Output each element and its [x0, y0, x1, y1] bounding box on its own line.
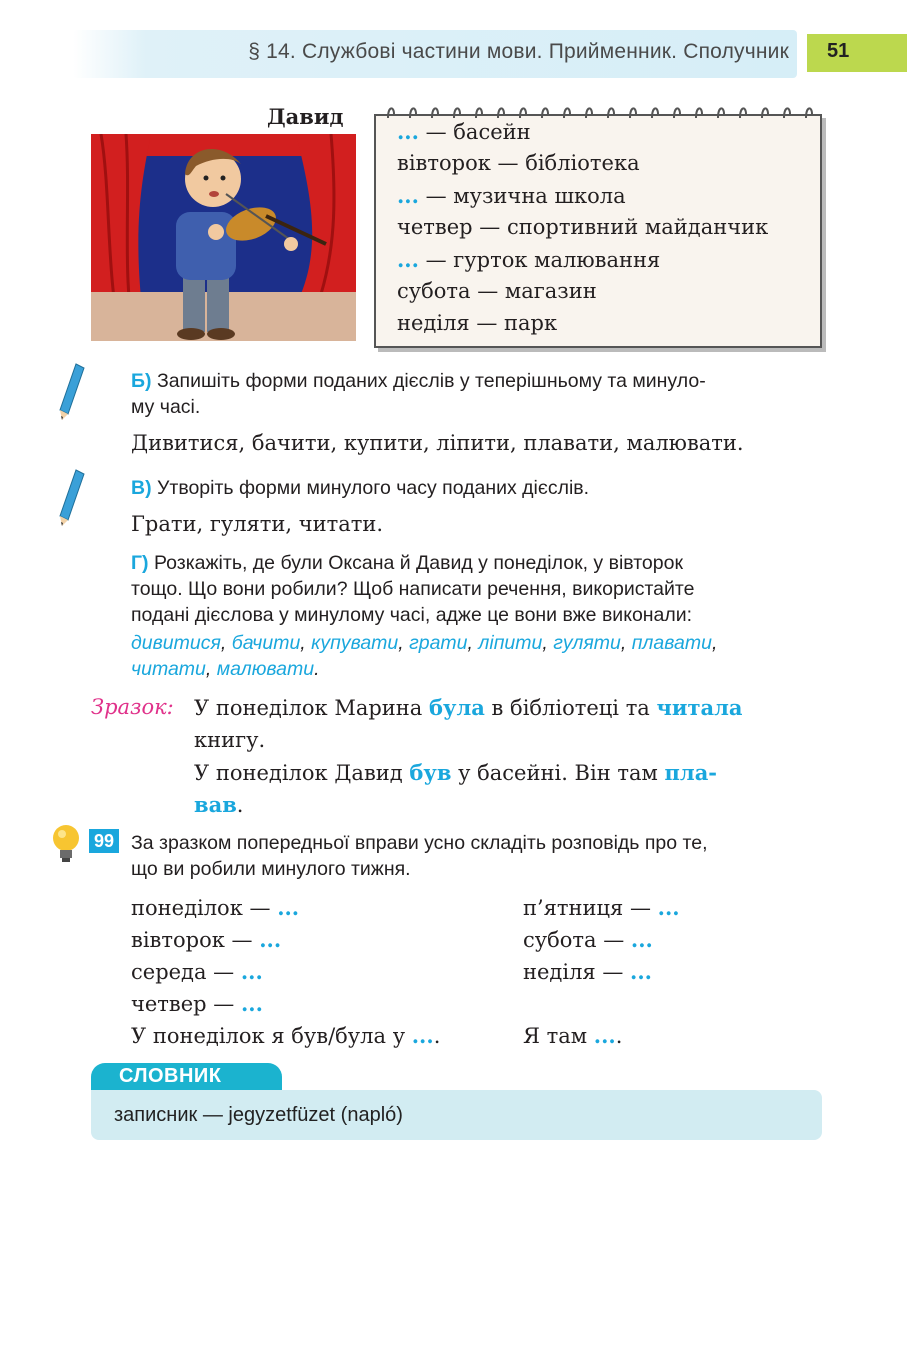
- sample-sentence-1: У понеділок Марина була в бібліотеці та читала: [194, 695, 743, 720]
- sample-line-1: [91, 695, 174, 719]
- notepad-line: четвер — спортивний майданчик: [397, 215, 769, 239]
- lightbulb-icon: [48, 822, 84, 866]
- exercise-99-text: що ви робили минулого тижня.: [131, 858, 411, 880]
- verb: малювати: [216, 658, 315, 680]
- exercise-99-instruction: [131, 830, 821, 882]
- week-day-row: понеділок — ...: [131, 895, 300, 920]
- closing-sentence-left: У понеділок я був/була у ....: [131, 1023, 441, 1048]
- week-day-row: неділя — ...: [523, 959, 652, 984]
- verb: купувати: [311, 632, 399, 654]
- verb: плавати: [631, 632, 712, 654]
- pencil-icon: [56, 362, 88, 422]
- notepad-line: субота — магазин: [397, 279, 597, 303]
- verb: ліпити: [478, 632, 543, 654]
- task-b-text: му часі.: [131, 396, 201, 418]
- task-g-text: Розкажіть, де були Оксана й Давид у понеділок, у вівторок: [153, 552, 683, 574]
- task-v-mark: В): [131, 477, 152, 499]
- verb: бачити: [231, 632, 301, 654]
- dictionary-title: СЛОВНИК: [119, 1065, 222, 1087]
- notepad-line: ... — музична школа: [397, 183, 626, 208]
- sample-sentence-2-cont: вав.: [194, 792, 244, 817]
- task-g-text: тощо. Що вони робили? Щоб написати речення, використайте: [131, 578, 695, 600]
- sample-sentence-2: У понеділок Давид був у басейні. Він там пла-: [194, 760, 718, 785]
- task-v-text: Утворіть форми минулого часу поданих дієслів.: [157, 477, 590, 499]
- pencil-icon: [56, 468, 88, 528]
- task-b-text: Запишіть форми поданих дієслів у теперішньому та минуло-: [156, 370, 706, 392]
- page-number-box: [807, 34, 907, 72]
- task-g-verbs: дивитися, бачити, купувати, грати, ліпити, гуляти, плавати, читати, малювати.: [131, 632, 718, 680]
- verb: грати: [409, 632, 468, 654]
- sample-sentence-1-cont: книгу.: [194, 728, 266, 752]
- week-day-row: п’ятниця — ...: [523, 895, 680, 920]
- picture-label: Давид: [267, 104, 344, 129]
- task-g-instruction: [131, 550, 821, 628]
- notepad-line: ... — гурток малювання: [397, 247, 661, 272]
- task-g-text: подані дієслова у минулому часі, адже це вони вже виконали:: [131, 604, 693, 626]
- task-b-instruction: [131, 368, 821, 420]
- notepad-line: вівторок — бібліотека: [397, 151, 640, 175]
- week-day-row: вівторок — ...: [131, 927, 282, 952]
- task-g-mark: Г): [131, 552, 149, 574]
- week-day-row: четвер — ...: [131, 991, 263, 1016]
- page-number: 51: [827, 40, 850, 62]
- exercise-number: 99: [89, 829, 119, 853]
- violinist-boy-illustration: [91, 134, 356, 341]
- week-day-row: середа — ...: [131, 959, 263, 984]
- dictionary-entry: записник — jegyzetfüzet (napló): [114, 1104, 403, 1126]
- sample-tag: Зразок:: [91, 695, 174, 719]
- header-title: § 14. Службові частини мови. Прийменник. Сполучник: [248, 40, 789, 63]
- notepad-line: ... — басейн: [397, 119, 531, 144]
- verb: дивитися: [131, 632, 221, 654]
- task-v-words: Грати, гуляти, читати.: [131, 512, 384, 536]
- week-day-row: субота — ...: [523, 927, 653, 952]
- task-b-mark: Б): [131, 370, 152, 392]
- notepad-line: неділя — парк: [397, 311, 558, 335]
- closing-sentence-right: Я там ....: [523, 1023, 623, 1048]
- exercise-99-text: За зразком попередньої вправи усно складіть розповідь про те,: [131, 832, 708, 854]
- verb: читати: [131, 658, 206, 680]
- task-b-words: Дивитися, бачити, купити, ліпити, плавати, малювати.: [131, 431, 744, 455]
- verb: гуляти: [553, 632, 621, 654]
- task-v-instruction: [131, 475, 821, 501]
